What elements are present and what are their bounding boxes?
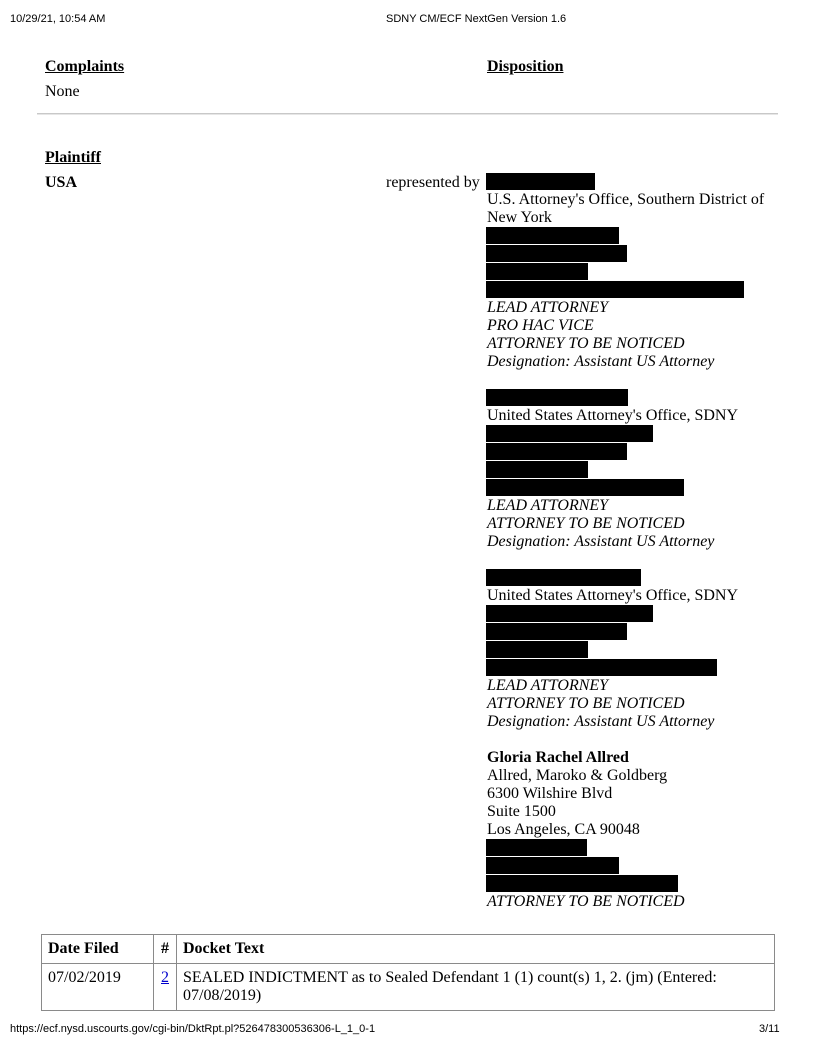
redaction-block xyxy=(486,875,678,892)
complaints-heading: Complaints xyxy=(45,58,125,75)
print-datetime: 10/29/21, 10:54 AM xyxy=(10,13,106,25)
print-title: SDNY CM/ECF NextGen Version 1.6 xyxy=(386,13,567,25)
attorney-role: LEAD ATTORNEY xyxy=(487,497,609,514)
redaction-block xyxy=(486,245,627,262)
attorney-address: Suite 1500 xyxy=(487,803,556,820)
attorney-block-3 xyxy=(487,587,777,605)
redaction-block xyxy=(486,461,588,478)
plaintiff-name: USA xyxy=(45,174,78,191)
attorney-office: U.S. Attorney's Office, Southern District of xyxy=(487,191,765,208)
attorney-role: Designation: Assistant US Attorney xyxy=(487,713,715,730)
complaints-value: None xyxy=(45,83,80,100)
print-url: https://ecf.nysd.uscourts.gov/cgi-bin/DktRpt.pl?526478300536306-L_1_0-1 xyxy=(10,1023,376,1035)
represented-by-label: represented by xyxy=(386,174,480,191)
attorney-address: 6300 Wilshire Blvd xyxy=(487,785,613,802)
attorney-role: ATTORNEY TO BE NOTICED xyxy=(487,335,685,352)
docket-number-cell xyxy=(154,964,177,1011)
attorney-role: ATTORNEY TO BE NOTICED xyxy=(487,695,685,712)
col-number: # xyxy=(154,935,177,964)
attorney-role: PRO HAC VICE xyxy=(487,317,594,334)
redaction-block xyxy=(486,623,627,640)
attorney-office-cont: New York xyxy=(487,209,552,226)
section-divider xyxy=(37,113,778,115)
table-row xyxy=(42,964,775,1011)
redaction-block xyxy=(486,641,588,658)
attorney-block-1 xyxy=(487,191,777,227)
redaction-block xyxy=(486,389,628,406)
docket-date: 07/02/2019 xyxy=(42,964,154,1011)
attorney-roles-3 xyxy=(487,677,777,731)
redaction-block xyxy=(486,281,744,298)
redaction-block xyxy=(486,605,653,622)
redaction-block xyxy=(486,425,653,442)
attorney-role: LEAD ATTORNEY xyxy=(487,677,609,694)
redaction-block xyxy=(486,479,684,496)
docket-header-row xyxy=(42,935,775,964)
redaction-block xyxy=(486,569,641,586)
attorney-name: Gloria Rachel Allred xyxy=(487,749,629,766)
attorney-role: Designation: Assistant US Attorney xyxy=(487,533,715,550)
attorney-role: Designation: Assistant US Attorney xyxy=(487,353,715,370)
redaction-block xyxy=(486,263,588,280)
attorney-role: ATTORNEY TO BE NOTICED xyxy=(487,515,685,532)
attorney-role: ATTORNEY TO BE NOTICED xyxy=(487,893,685,910)
attorney-roles-1 xyxy=(487,299,777,371)
col-docket-text: Docket Text xyxy=(177,935,775,964)
docket-table xyxy=(41,934,775,1011)
redaction-block xyxy=(486,857,619,874)
attorney-office: United States Attorney's Office, SDNY xyxy=(487,587,738,604)
attorney-firm: Allred, Maroko & Goldberg xyxy=(487,767,668,784)
attorney-city: Los Angeles, CA 90048 xyxy=(487,821,640,838)
attorney-roles-2 xyxy=(487,497,777,551)
col-date-filed: Date Filed xyxy=(42,935,154,964)
plaintiff-heading: Plaintiff xyxy=(45,149,101,166)
attorney-role: LEAD ATTORNEY xyxy=(487,299,609,316)
attorney-office: United States Attorney's Office, SDNY xyxy=(487,407,738,424)
redaction-block xyxy=(486,227,619,244)
disposition-heading: Disposition xyxy=(487,58,564,75)
page-number: 3/11 xyxy=(759,1023,780,1035)
attorney-block-4 xyxy=(487,749,777,839)
attorney-block-2 xyxy=(487,407,777,425)
redaction-block xyxy=(486,839,587,856)
redaction-block xyxy=(486,443,627,460)
redaction-block xyxy=(486,659,717,676)
attorney-roles-4 xyxy=(487,893,777,911)
docket-text: SEALED INDICTMENT as to Sealed Defendant 1 (1) count(s) 1, 2. (jm) (Entered: 07/08/2019) xyxy=(177,964,775,1011)
docket-entry-link[interactable]: 2 xyxy=(161,969,169,986)
redaction-block xyxy=(486,173,595,190)
